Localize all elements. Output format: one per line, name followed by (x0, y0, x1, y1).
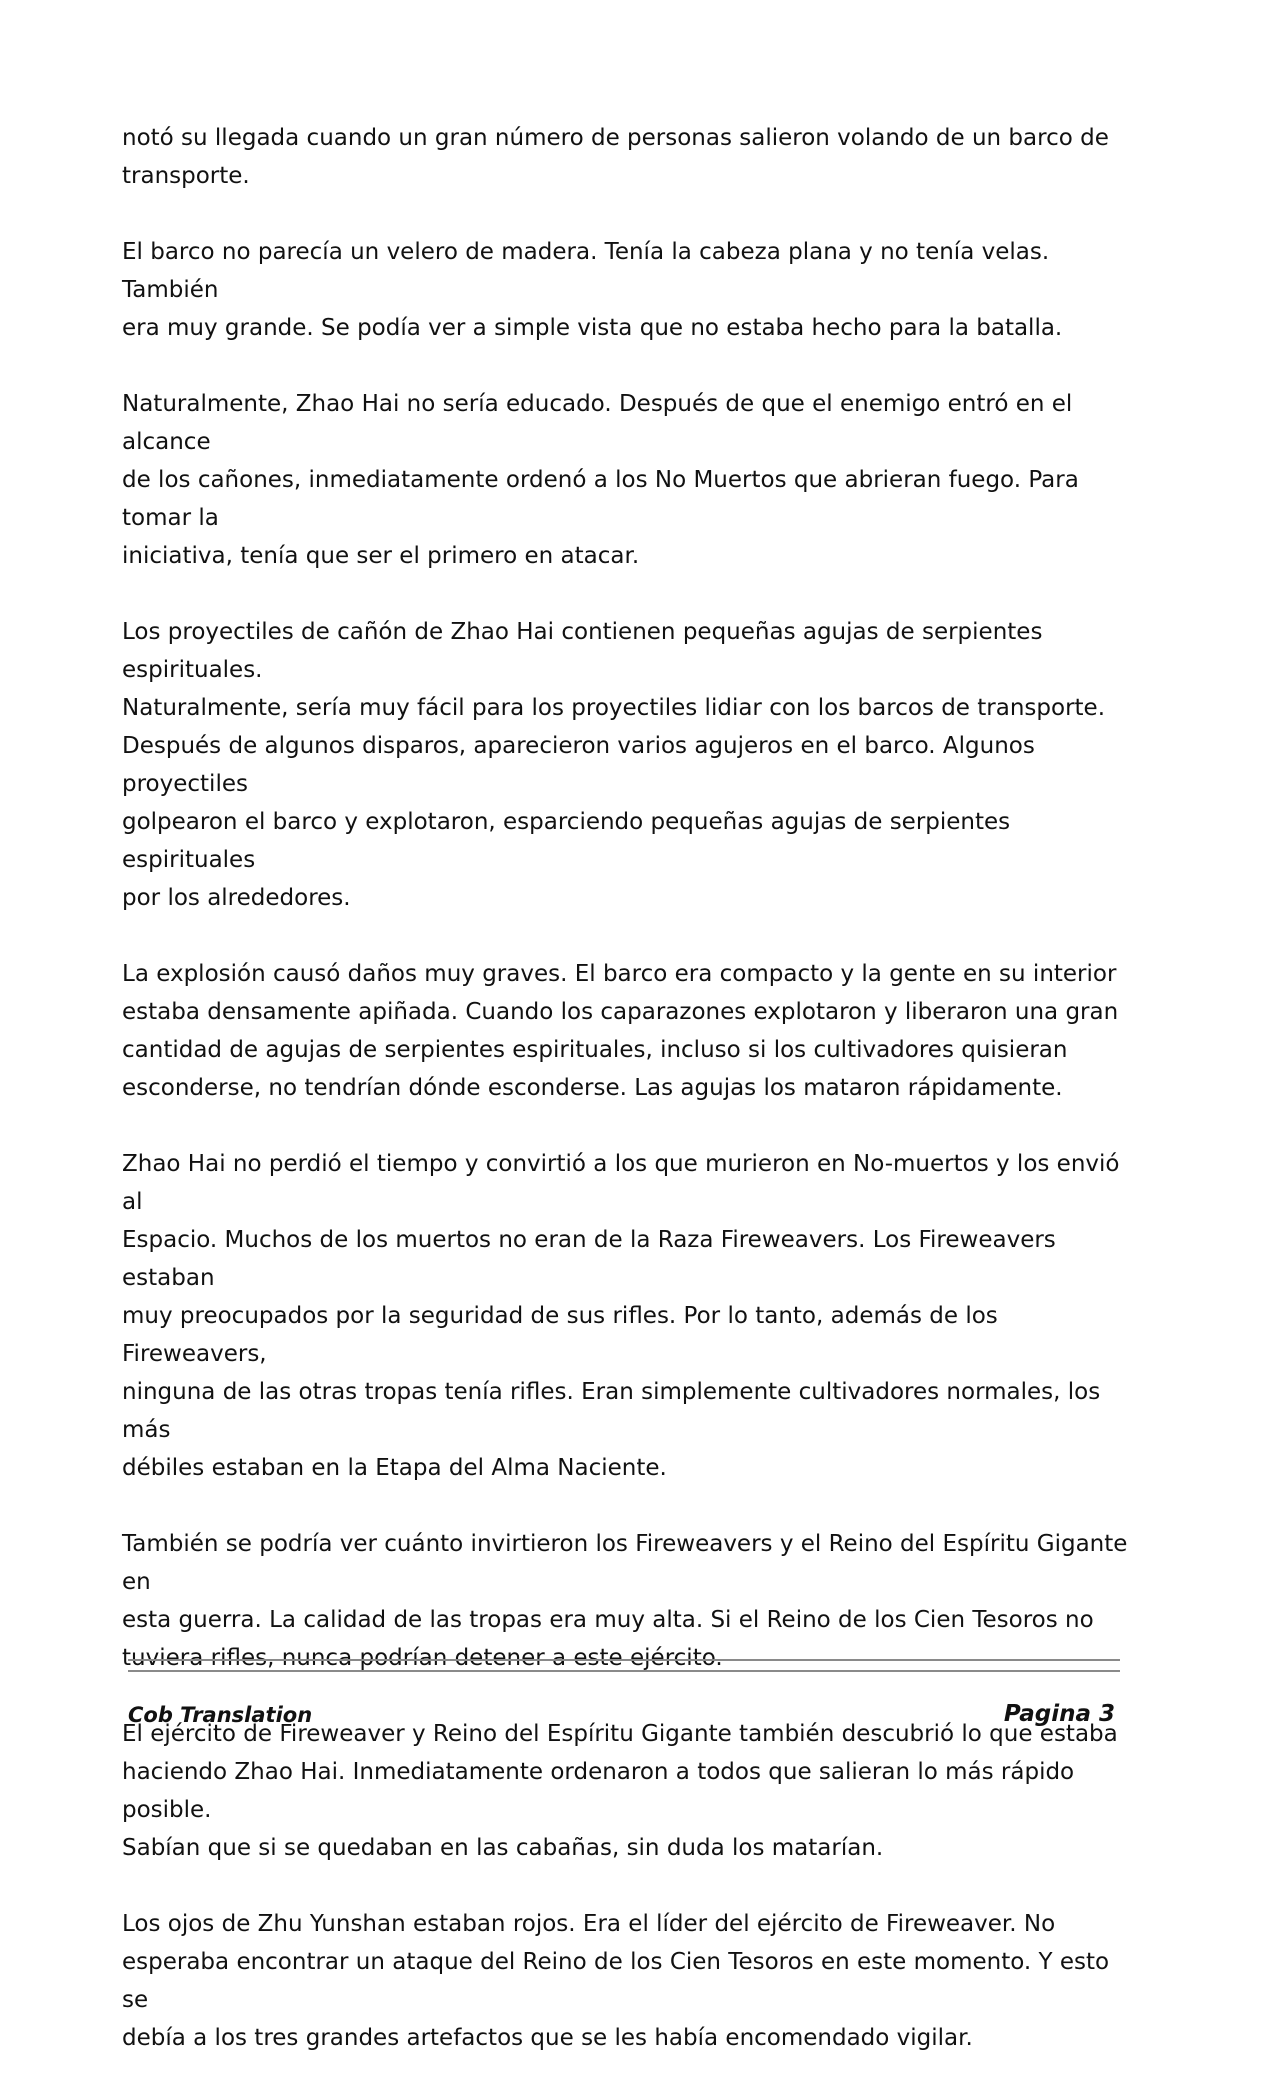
paragraph: Zhao Hai no perdió el tiempo y convirtió a los que murieron en No-muertos y los envió al Espacio. Muchos de los muertos no eran de la Raza Fireweavers. Los Fireweavers estaban muy preocupados por la seguridad de sus rifles. Por lo tanto, además de los Fireweavers, ninguna de las otras tropas tenía rifles. Eran simplemente cultivadores normales, los más débiles estaban en la Etapa del Alma Naciente. (122, 1151, 1120, 1481)
paragraph: Los ojos de Zhu Yunshan estaban rojos. Era el líder del ejército de Fireweaver. No esperaba encontrar un ataque del Reino de los Cien Tesoros en este momento. Y esto se debía a los tres grandes artefactos que se les había encomendado vigilar. (122, 1911, 1110, 2051)
footer-divider-bottom (128, 1670, 1120, 1672)
paragraph: También se podría ver cuánto invirtieron los Fireweavers y el Reino del Espíritu Gigante en esta guerra. La calidad de las tropas era muy alta. Si el Reino de los Cien Tesoros no tuviera rifles, nunca podrían detener a este ejército. (122, 1531, 1128, 1671)
footer-translator-credit: Cob Translation (128, 1703, 313, 1727)
paragraph: Naturalmente, Zhao Hai no sería educado. Después de que el enemigo entró en el alcance de los cañones, inmediatamente ordenó a los No Muertos que abrieran fuego. Para tomar la iniciativa, tenía que ser el primero en atacar. (122, 391, 1079, 569)
paragraph: notó su llegada cuando un gran número de personas salieron volando de un barco de transporte. (122, 125, 1109, 189)
footer-divider-top (128, 1659, 1120, 1661)
footer-page-number: Pagina 3 (1003, 1701, 1115, 1727)
body-text (122, 119, 1132, 2095)
paragraph: La explosión causó daños muy graves. El barco era compacto y la gente en su interior estaba densamente apiñada. Cuando los caparazones explotaron y liberaron una gran cantidad de agujas de serpientes espirituales, incluso si los cultivadores quisieran esconderse, no tendrían dónde esconderse. Las agujas los mataron rápidamente. (122, 961, 1119, 1101)
paragraph: Los proyectiles de cañón de Zhao Hai contienen pequeñas agujas de serpientes espirituales. Naturalmente, sería muy fácil para los proyectiles lidiar con los barcos de transporte. Después de algunos disparos, aparecieron varios agujeros en el barco. Algunos proyectiles golpearon el barco y explotaron, esparciendo pequeñas agujas de serpientes espirituales por los alrededores. (122, 619, 1106, 911)
paragraph: El barco no parecía un velero de madera. Tenía la cabeza plana y no tenía velas. También era muy grande. Se podía ver a simple vista que no estaba hecho para la batalla. (122, 239, 1063, 341)
paragraph: El ejército de Fireweaver y Reino del Espíritu Gigante también descubrió lo que estaba haciendo Zhao Hai. Inmediatamente ordenaron a todos que salieran lo más rápido posible. Sabían que si se quedaban en las cabañas, sin duda los matarían. (122, 1721, 1118, 1861)
